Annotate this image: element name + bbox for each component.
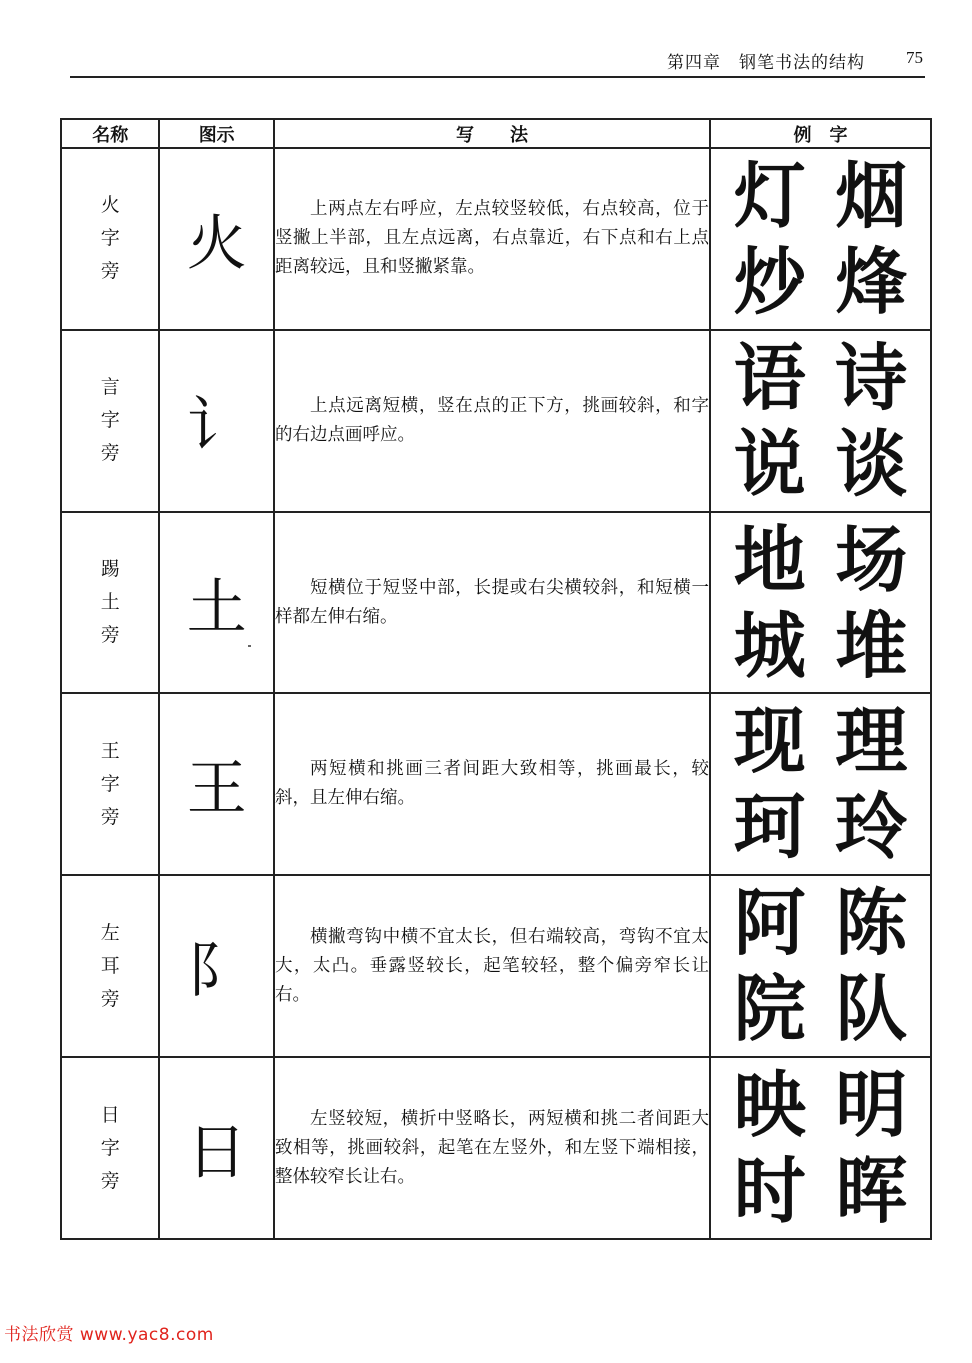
writing-method: 左竖较短，横折中竖略长，两短横和挑二者间距大致相等，挑画较斜，起笔在左竖外，和左竖下端相接，整体较窄长让右。 — [274, 1057, 710, 1239]
page-header — [70, 44, 925, 78]
radical-name — [61, 693, 159, 875]
example-char: 现 — [733, 698, 806, 784]
radical-figure: 阝 — [159, 875, 274, 1057]
name-char: 左 — [100, 921, 120, 944]
example-char: 映 — [733, 1062, 806, 1148]
table-row — [61, 512, 931, 694]
example-char: 院 — [733, 966, 806, 1052]
stray-mark — [248, 645, 251, 647]
example-char: 玲 — [835, 784, 908, 870]
column-header-method: 写 法 — [274, 119, 710, 148]
column-header-icon: 图示 — [159, 119, 274, 148]
table-row — [61, 1057, 931, 1239]
example-chars — [710, 148, 931, 330]
example-char: 烟 — [835, 152, 908, 238]
example-char: 地 — [733, 516, 806, 602]
radical-name — [61, 512, 159, 694]
name-char: 耳 — [100, 954, 120, 977]
example-chars — [710, 693, 931, 875]
example-char: 时 — [733, 1148, 806, 1234]
name-char: 火 — [100, 194, 120, 217]
example-char: 理 — [835, 698, 908, 784]
example-char: 阿 — [733, 880, 806, 966]
example-char: 谈 — [835, 420, 908, 506]
table-header-row — [61, 119, 931, 148]
name-char: 旁 — [100, 987, 120, 1010]
table-row — [61, 875, 931, 1057]
radical-figure: 火 — [159, 148, 274, 330]
example-char: 语 — [733, 334, 806, 420]
name-char: 字 — [100, 227, 120, 250]
example-char: 城 — [733, 602, 806, 688]
example-char: 诗 — [835, 334, 908, 420]
example-chars — [710, 512, 931, 694]
name-char: 言 — [100, 376, 120, 399]
example-char: 珂 — [733, 784, 806, 870]
writing-method: 短横位于短竖中部，长提或右尖横较斜，和短横一样都左伸右缩。 — [274, 512, 710, 694]
example-char: 陈 — [835, 880, 908, 966]
name-char: 字 — [100, 1136, 120, 1159]
radical-name — [61, 330, 159, 512]
page-number: 75 — [906, 48, 923, 67]
example-char: 烽 — [835, 238, 908, 324]
radical-name — [61, 148, 159, 330]
table-row — [61, 330, 931, 512]
name-char: 旁 — [100, 1169, 120, 1192]
radical-figure: 王 — [159, 693, 274, 875]
name-char: 土 — [100, 591, 120, 614]
example-char: 堆 — [835, 602, 908, 688]
example-char: 场 — [835, 516, 908, 602]
writing-method: 两短横和挑画三者间距大致相等，挑画最长，较斜，且左伸右缩。 — [274, 693, 710, 875]
name-char: 旁 — [100, 260, 120, 283]
name-char: 旁 — [100, 442, 120, 465]
radical-figure: 讠 — [159, 330, 274, 512]
example-chars — [710, 1057, 931, 1239]
name-char: 旁 — [100, 805, 120, 828]
name-char: 字 — [100, 409, 120, 432]
example-char: 说 — [733, 420, 806, 506]
radical-name — [61, 875, 159, 1057]
name-char: 日 — [100, 1103, 120, 1126]
table-row — [61, 148, 931, 330]
example-chars — [710, 875, 931, 1057]
radical-name — [61, 1057, 159, 1239]
example-char: 明 — [835, 1062, 908, 1148]
name-char: 踢 — [100, 558, 120, 581]
writing-method: 上两点左右呼应，左点较竖较低，右点较高，位于竖撇上半部，且左点远离，右点靠近，右下点和右上点距离较远，且和竖撇紧靠。 — [274, 148, 710, 330]
writing-method: 横撇弯钩中横不宜太长，但右端较高，弯钩不宜太大，太凸。垂露竖较长，起笔较轻，整个偏旁窄长让右。 — [274, 875, 710, 1057]
example-char: 晖 — [835, 1148, 908, 1234]
table-row — [61, 693, 931, 875]
writing-method: 上点远离短横，竖在点的正下方，挑画较斜，和字的右边点画呼应。 — [274, 330, 710, 512]
name-char: 王 — [100, 739, 120, 762]
radical-figure: 日 — [159, 1057, 274, 1239]
column-header-example: 例 字 — [710, 119, 931, 148]
example-chars — [710, 330, 931, 512]
radical-figure: 土 — [159, 512, 274, 694]
example-char: 队 — [835, 966, 908, 1052]
radicals-table — [60, 118, 932, 1240]
example-char: 炒 — [733, 238, 806, 324]
example-char: 灯 — [733, 152, 806, 238]
column-header-name: 名称 — [61, 119, 159, 148]
name-char: 字 — [100, 772, 120, 795]
name-char: 旁 — [100, 624, 120, 647]
watermark: 书法欣赏 www.yac8.com — [4, 1325, 214, 1345]
chapter-title: 第四章 钢笔书法的结构 — [667, 53, 865, 73]
